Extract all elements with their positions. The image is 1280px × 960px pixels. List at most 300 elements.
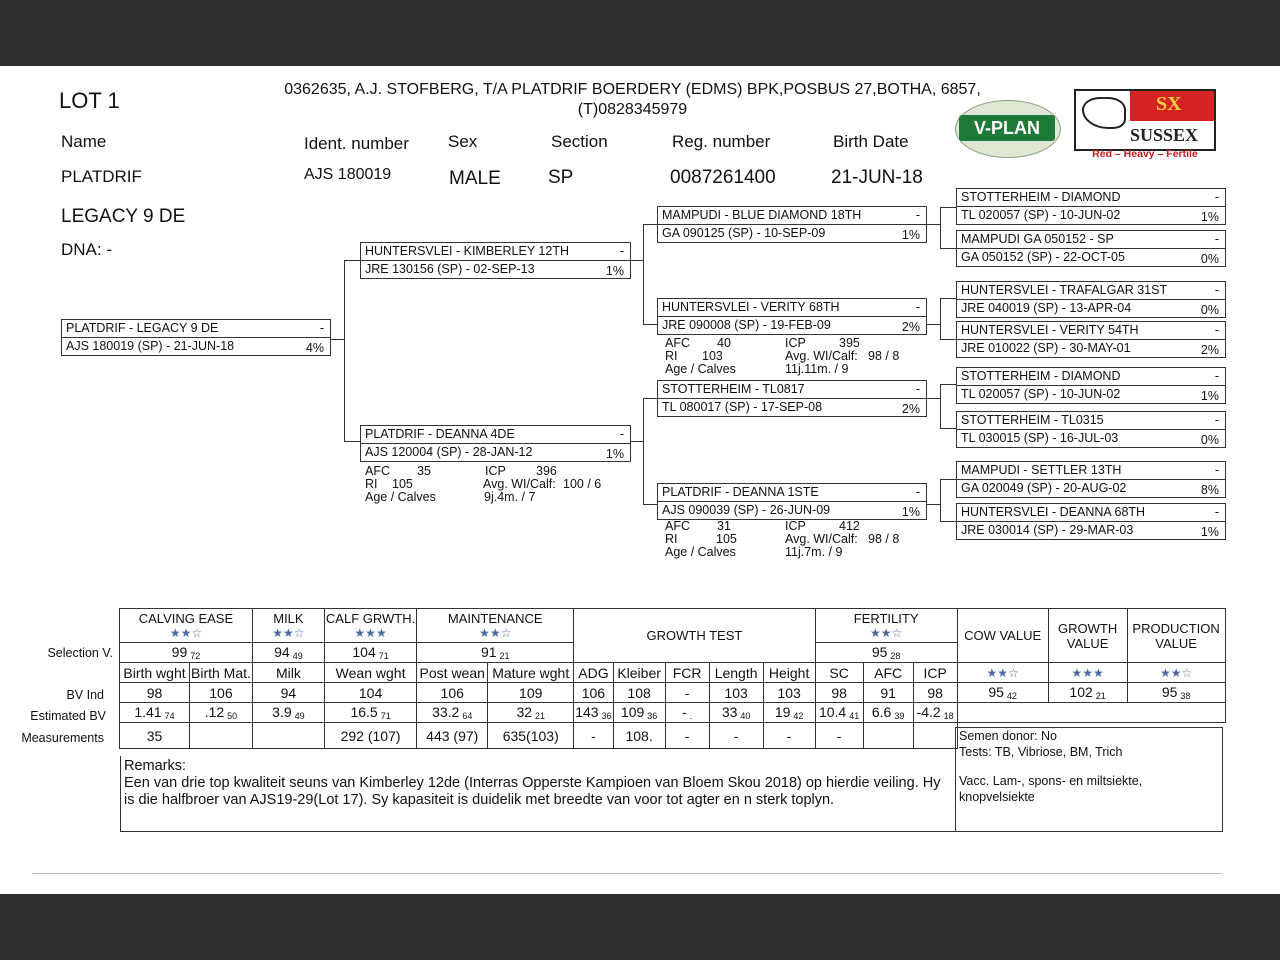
connector-line — [629, 260, 643, 261]
col-header: Wean wght — [324, 663, 416, 683]
est-bv-cell — [709, 703, 763, 723]
col-header: Height — [763, 663, 815, 683]
row-label-estimated: Estimated BV — [30, 709, 106, 723]
pedigree-great-grandparent — [956, 230, 1226, 267]
stat-label: AFC — [365, 464, 390, 478]
animal-section: SP — [548, 167, 574, 188]
measurement-cell: - — [763, 723, 815, 749]
stat-value: 11j.11m. / 9 — [785, 362, 849, 376]
measurement-cell — [252, 723, 324, 749]
tests: Tests: TB, Vibriose, BM, Trich — [959, 745, 1123, 759]
pedigree-id: JRE 130156 (SP) - 02-SEP-13 — [365, 262, 535, 276]
pedigree-pct: 1% — [1200, 210, 1219, 224]
pedigree-dam-sire — [657, 380, 927, 417]
connector-line — [629, 441, 643, 442]
star-rating-icon: ★★☆ — [272, 626, 305, 640]
star-rating-icon: ★★☆ — [479, 626, 512, 640]
connector-line — [940, 428, 956, 429]
stat-label: ICP — [785, 336, 806, 350]
stat-label: Avg. WI/Calf: — [785, 532, 858, 546]
pedigree-great-grandparent — [956, 461, 1226, 498]
pedigree-name: PLATDRIF - DEANNA 4DE — [365, 427, 515, 441]
pedigree-great-grandparent — [956, 188, 1226, 225]
pedigree-pct: 0% — [1200, 433, 1219, 447]
cell-accuracy: 39 — [894, 711, 905, 721]
measurement-cell: - — [665, 723, 709, 749]
est-bv-cell — [190, 703, 253, 723]
bvind-cell: 94 — [252, 683, 324, 703]
group-title: MILK — [273, 611, 304, 626]
stat-value: 11j.7m. / 9 — [785, 545, 843, 559]
group-title: FERTILITY — [853, 611, 919, 626]
pedigree-mark: - — [1214, 190, 1219, 204]
measurement-cell: 635(103) — [488, 723, 574, 749]
lot-number: LOT 1 — [59, 88, 120, 113]
stat-value: 395 — [839, 336, 860, 350]
cell-value: 109 — [620, 704, 645, 720]
pedigree-pct: 1% — [1200, 389, 1219, 403]
pedigree-id: JRE 090008 (SP) - 19-FEB-09 — [662, 318, 831, 332]
selection-milk — [252, 643, 324, 663]
est-bv-cell — [324, 703, 416, 723]
measurement-cell: 443 (97) — [417, 723, 488, 749]
stat-value: 100 / 6 — [563, 477, 602, 491]
col-header: ICP — [913, 663, 957, 683]
est-bv-cell — [613, 703, 665, 723]
pedigree-name: MAMPUDI - SETTLER 13TH — [961, 463, 1122, 477]
pedigree-mark: - — [319, 321, 324, 335]
pedigree-mark: - — [619, 427, 624, 441]
sex-header: Sex — [448, 132, 478, 151]
top-dark-bar — [0, 0, 1280, 66]
pedigree-pct: 2% — [901, 402, 920, 416]
col-header: Birth Mat. — [191, 664, 251, 681]
col-header: Milk — [252, 663, 324, 683]
pedigree-id: TL 020057 (SP) - 10-JUN-02 — [961, 208, 1121, 222]
star-rating-icon: ★★★ — [354, 626, 387, 640]
cell-value: 94 — [274, 644, 290, 660]
bvind-cell: 98 — [815, 683, 863, 703]
bvind-cell: - — [665, 683, 709, 703]
growth-value-stars: ★★★ — [1048, 663, 1127, 683]
owner-info: 0362635, A.J. STOFBERG, T/A PLATDRIF BOERDERY (EDMS) BPK,POSBUS 27,BOTHA, 6857,(T)0828345979 — [284, 81, 981, 118]
remarks-label: Remarks: — [124, 758, 187, 774]
connector-line — [643, 398, 644, 505]
pedigree-name: HUNTERSVLEI - VERITY 68TH — [662, 300, 840, 314]
star-rating-icon: ★★☆ — [869, 626, 903, 640]
remarks-text: Een van drie top kwaliteit seuns van Kimberley 12de (Interras Opperste Kampioen van Bloem Skou 2018) op hierdie veiling. Hy is die halfbroer van AJS19-29(Lot 17). Sy kapasiteit is duidelik met breedte van voor tot agter en n sterk toplyn. — [124, 775, 941, 808]
connector-line — [643, 398, 657, 399]
selection-calf — [324, 643, 416, 663]
pedigree-id: GA 090125 (SP) - 10-SEP-09 — [662, 226, 826, 240]
measurement-cell — [190, 723, 253, 749]
pedigree-mark: - — [915, 382, 920, 396]
pedigree-mark: - — [915, 300, 920, 314]
pedigree-sire-sire — [657, 206, 927, 243]
col-header: Post wean — [417, 663, 488, 683]
pedigree-name: STOTTERHEIM - DIAMOND — [961, 369, 1121, 383]
connector-line — [344, 260, 360, 261]
connector-line — [940, 521, 956, 522]
stat-label: Avg. WI/Calf: — [483, 477, 556, 491]
pedigree-id: GA 020049 (SP) - 20-AUG-02 — [961, 481, 1127, 495]
pedigree-name: STOTTERHEIM - TL0817 — [662, 382, 805, 396]
pedigree-name: HUNTERSVLEI - TRAFALGAR 31ST — [961, 283, 1168, 297]
group-production-value: PRODUCTION VALUE — [1127, 609, 1225, 663]
pedigree-dam-dam — [657, 483, 927, 520]
cow-value — [957, 683, 1048, 703]
cell-accuracy: 42 — [793, 711, 804, 721]
cell-value: .12 — [204, 704, 225, 720]
cell-accuracy: 36 — [647, 711, 658, 721]
cell-value: 102 — [1069, 684, 1093, 700]
stat-label: RI — [365, 477, 378, 491]
bvind-cell: 103 — [763, 683, 815, 703]
col-header: SC — [815, 663, 863, 683]
bvind-cell: 109 — [488, 683, 574, 703]
measurement-cell — [913, 723, 957, 749]
pedigree-subject — [61, 319, 331, 356]
stat-value: 98 / 8 — [868, 532, 900, 546]
cell-accuracy: 49 — [292, 651, 303, 661]
pedigree-name: PLATDRIF - LEGACY 9 DE — [66, 321, 219, 335]
measurement-cell: - — [815, 723, 863, 749]
cell-value: 3.9 — [272, 704, 292, 720]
est-bv-cell — [763, 703, 815, 723]
pedigree-mark: - — [1214, 505, 1219, 519]
pedigree-pct: 4% — [305, 341, 324, 355]
pedigree-pct: 1% — [605, 264, 624, 278]
col-header: Length — [709, 663, 763, 683]
group-maintenance — [417, 609, 574, 643]
measurement-cell: 108. — [613, 723, 665, 749]
sussex-word: SUSSEX — [1130, 125, 1199, 145]
stat-value: 105 — [392, 477, 413, 491]
connector-line — [925, 324, 940, 325]
sussex-tagline: Red – Heavy – Fertile — [1092, 148, 1198, 160]
pedigree-name: PLATDRIF - DEANNA 1STE — [662, 485, 819, 499]
stat-label: AFC — [665, 336, 690, 350]
bvind-cell: 98 — [120, 683, 190, 703]
pedigree-great-grandparent — [956, 503, 1226, 540]
pedigree-pct: 1% — [901, 228, 920, 242]
cell-accuracy: 36 — [601, 711, 612, 721]
stat-label: RI — [665, 349, 678, 363]
growth-value — [1048, 683, 1127, 703]
stat-value: 412 — [839, 519, 860, 533]
group-title: CALVING EASE — [138, 611, 234, 626]
sussex-mark: SX — [1156, 93, 1182, 115]
pedigree-great-grandparent — [956, 367, 1226, 404]
animal-name-2: LEGACY 9 DE — [61, 206, 186, 227]
bvind-cell: 108 — [613, 683, 665, 703]
cell-accuracy: 38 — [1180, 691, 1191, 701]
pedigree-mark: - — [1214, 283, 1219, 297]
pedigree-name: MAMPUDI GA 050152 - SP — [961, 232, 1114, 246]
cell-value: -4.2 — [916, 704, 941, 720]
cell-accuracy: 50 — [227, 711, 238, 721]
selection-maintenance — [417, 643, 574, 663]
connector-line — [940, 339, 956, 340]
stat-value: 9j.4m. / 7 — [484, 490, 536, 504]
pedigree-mark: - — [1214, 323, 1219, 337]
bottom-dark-bar — [0, 894, 1280, 960]
pedigree-name: MAMPUDI - BLUE DIAMOND 18TH — [662, 208, 862, 222]
measurement-cell: 292 (107) — [324, 723, 416, 749]
cell-accuracy: 21 — [499, 651, 510, 661]
connector-line — [643, 224, 644, 325]
connector-line — [940, 298, 941, 340]
pedigree-mark: - — [915, 485, 920, 499]
animal-sex: MALE — [449, 168, 501, 189]
pedigree-id: AJS 090039 (SP) - 26-JUN-09 — [662, 503, 831, 517]
pedigree-pct: 0% — [1200, 303, 1219, 317]
pedigree-pct: 8% — [1200, 483, 1219, 497]
cell-value: 1.41 — [134, 704, 162, 720]
pedigree-id: JRE 030014 (SP) - 29-MAR-03 — [961, 523, 1134, 537]
cell-value: 10.4 — [818, 704, 847, 720]
est-bv-cell — [574, 703, 613, 723]
animal-ident: AJS 180019 — [304, 166, 392, 183]
pedigree-mark: - — [1214, 413, 1219, 427]
footer-divider — [32, 873, 1222, 874]
bvind-cell: 106 — [574, 683, 613, 703]
stat-value: 98 / 8 — [868, 349, 900, 363]
sussex-logo — [1074, 89, 1214, 161]
pedigree-name: HUNTERSVLEI - DEANNA 68TH — [961, 505, 1146, 519]
group-growth-test: GROWTH TEST — [574, 609, 815, 663]
semen-donor: Semen donor: No — [959, 729, 1057, 743]
cell-value: 16.5 — [350, 704, 378, 720]
measurement-cell: - — [574, 723, 613, 749]
est-bv-cell — [863, 703, 913, 723]
pedigree-name: HUNTERSVLEI - KIMBERLEY 12TH — [365, 244, 569, 258]
star-rating-icon: ★★☆ — [169, 626, 203, 640]
pedigree-id: JRE 010022 (SP) - 30-MAY-01 — [961, 341, 1131, 355]
connector-line — [344, 260, 345, 442]
connector-line — [940, 384, 941, 429]
pedigree-name: HUNTERSVLEI - VERITY 54TH — [961, 323, 1139, 337]
est-bv-cell — [815, 703, 863, 723]
stat-label: Age / Calves — [365, 490, 436, 504]
pedigree-great-grandparent — [956, 411, 1226, 448]
connector-line — [940, 384, 956, 385]
connector-line — [925, 398, 940, 399]
stat-value: 31 — [717, 519, 731, 533]
animal-reg: 0087261400 — [670, 167, 776, 188]
connector-line — [643, 324, 657, 325]
connector-line — [643, 504, 657, 505]
connector-line — [940, 207, 956, 208]
measurement-cell: - — [709, 723, 763, 749]
production-value-stars: ★★☆ — [1127, 663, 1225, 683]
bvind-cell: 103 — [709, 683, 763, 703]
pedigree-pct: 0% — [1200, 252, 1219, 266]
group-milk — [252, 609, 324, 643]
connector-line — [940, 479, 941, 522]
stat-label: AFC — [665, 519, 690, 533]
pedigree-pct: 1% — [1200, 525, 1219, 539]
reg-header: Reg. number — [672, 132, 771, 151]
est-bv-cell — [417, 703, 488, 723]
est-bv-cell — [913, 703, 957, 723]
col-header: FCR — [665, 663, 709, 683]
cell-accuracy: 71 — [380, 711, 391, 721]
connector-line — [344, 441, 360, 442]
stat-value: 105 — [716, 532, 737, 546]
stat-value: 35 — [417, 464, 431, 478]
connector-line — [643, 224, 657, 225]
cell-value: 99 — [171, 644, 188, 660]
pedigree-pct: 2% — [1200, 343, 1219, 357]
cell-value: 104 — [352, 644, 376, 660]
cell-accuracy: 40 — [740, 711, 751, 721]
pedigree-pct: 2% — [901, 320, 920, 334]
stat-label: ICP — [785, 519, 806, 533]
cell-value: 143 — [575, 704, 599, 720]
bvind-cell: 104 — [324, 683, 416, 703]
cell-accuracy: 21 — [535, 711, 546, 721]
pedigree-id: TL 030015 (SP) - 16-JUL-03 — [961, 431, 1119, 445]
bvind-cell: 106 — [190, 683, 253, 703]
est-bv-cell — [120, 703, 190, 723]
pedigree-id: AJS 180019 (SP) - 21-JUN-18 — [66, 339, 235, 353]
group-fertility — [815, 609, 957, 643]
cell-accuracy: 49 — [294, 711, 305, 721]
cell-value: 33.2 — [432, 704, 460, 720]
connector-line — [940, 248, 956, 249]
stat-label: Age / Calves — [665, 545, 736, 559]
vplan-logo — [955, 100, 1059, 156]
pedigree-mark: - — [1214, 463, 1219, 477]
cell-accuracy: 42 — [1006, 691, 1017, 701]
animal-name: PLATDRIF — [61, 167, 142, 186]
col-header: Mature wght — [488, 663, 574, 683]
name-header: Name — [61, 132, 107, 151]
bvind-cell: 91 — [863, 683, 913, 703]
production-value — [1127, 683, 1225, 703]
pedigree-id: AJS 120004 (SP) - 28-JAN-12 — [365, 445, 533, 459]
stat-label: Age / Calves — [665, 362, 736, 376]
bvind-cell: 98 — [913, 683, 957, 703]
pedigree-id: TL 020057 (SP) - 10-JUN-02 — [961, 387, 1121, 401]
row-label-selection: Selection V. — [47, 646, 113, 660]
cell-accuracy: 64 — [462, 711, 473, 721]
pedigree-mark: - — [1214, 232, 1219, 246]
col-header: ADG — [574, 663, 613, 683]
cell-value: 95 — [988, 684, 1004, 700]
cell-value: 91 — [480, 644, 497, 660]
pedigree-mark: - — [1214, 369, 1219, 383]
ident-header: Ident. number — [304, 134, 409, 153]
measurement-cell: 35 — [120, 723, 190, 749]
cell-value: 95 — [871, 644, 888, 660]
bvind-cell: 106 — [417, 683, 488, 703]
cell-accuracy: 41 — [849, 711, 860, 721]
cell-accuracy: 28 — [890, 651, 901, 661]
pedigree-dam — [360, 425, 631, 462]
blank-cell — [957, 703, 1225, 723]
animal-birth: 21-JUN-18 — [831, 167, 923, 188]
birth-header: Birth Date — [833, 132, 909, 151]
col-header: Kleiber — [613, 663, 665, 683]
pedigree-great-grandparent — [956, 321, 1226, 358]
group-calving-ease — [120, 609, 253, 643]
group-growth-value: GROWTH VALUE — [1048, 609, 1127, 663]
pedigree-id: TL 080017 (SP) - 17-SEP-08 — [662, 400, 823, 414]
group-cow-value: COW VALUE — [957, 609, 1048, 663]
row-label-measurements: Measurements — [21, 731, 104, 745]
cell-accuracy: 21 — [1095, 691, 1106, 701]
cell-accuracy: . — [689, 711, 693, 721]
est-bv-cell — [488, 703, 574, 723]
group-title: CALF GRWTH. — [325, 611, 416, 626]
stat-label: Avg. WI/Calf: — [785, 349, 858, 363]
col-header: AFC — [863, 663, 913, 683]
pedigree-id: GA 050152 (SP) - 22-OCT-05 — [961, 250, 1125, 264]
selection-fertility — [815, 643, 957, 663]
stat-label: ICP — [485, 464, 506, 478]
cell-accuracy: 72 — [190, 651, 201, 661]
vplan-logo-text: V-PLAN — [959, 115, 1055, 141]
stat-label: RI — [665, 532, 678, 546]
pedigree-great-grandparent — [956, 281, 1226, 318]
group-calf-growth — [324, 609, 416, 643]
cell-accuracy: 71 — [378, 651, 389, 661]
pedigree-name: STOTTERHEIM - DIAMOND — [961, 190, 1121, 204]
connector-line — [940, 479, 956, 480]
est-bv-cell — [665, 703, 709, 723]
connector-line — [940, 298, 956, 299]
stat-value: 396 — [536, 464, 557, 478]
pedigree-pct: 1% — [901, 505, 920, 519]
cell-value: - — [682, 704, 687, 720]
pedigree-mark: - — [619, 244, 624, 258]
pedigree-sire — [360, 242, 631, 279]
connector-line — [329, 339, 344, 340]
cell-value: 19 — [774, 704, 791, 720]
connector-line — [925, 224, 940, 225]
stat-value: 40 — [717, 336, 731, 350]
pedigree-sire-dam — [657, 298, 927, 335]
col-header: Birth wght — [120, 663, 190, 683]
group-title: MAINTENANCE — [447, 611, 543, 626]
cell-value: 33 — [721, 704, 738, 720]
cell-accuracy: 74 — [164, 711, 175, 721]
pedigree-mark: - — [915, 208, 920, 222]
dna-status: DNA: - — [61, 240, 112, 259]
vaccinations: Vacc. Lam-, spons- en miltsiekte, knopvelsiekte — [959, 774, 1143, 804]
section-header: Section — [551, 132, 608, 151]
pedigree-id: JRE 040019 (SP) - 13-APR-04 — [961, 301, 1132, 315]
connector-line — [925, 504, 940, 505]
connector-line — [940, 207, 941, 249]
selection-calving — [120, 643, 253, 663]
stat-value: 103 — [702, 349, 723, 363]
measurement-cell — [863, 723, 913, 749]
pedigree-pct: 1% — [605, 447, 624, 461]
cell-accuracy: 18 — [943, 711, 954, 721]
est-bv-cell — [252, 703, 324, 723]
pedigree-name: STOTTERHEIM - TL0315 — [961, 413, 1104, 427]
cell-value: 6.6 — [871, 704, 892, 720]
cell-value: 32 — [516, 704, 533, 720]
cell-value: 95 — [1161, 684, 1178, 700]
health-info-box — [955, 727, 1223, 832]
row-label-bv-ind: BV Ind — [66, 688, 104, 702]
cow-value-stars: ★★☆ — [957, 663, 1048, 683]
remarks-box — [120, 756, 956, 832]
